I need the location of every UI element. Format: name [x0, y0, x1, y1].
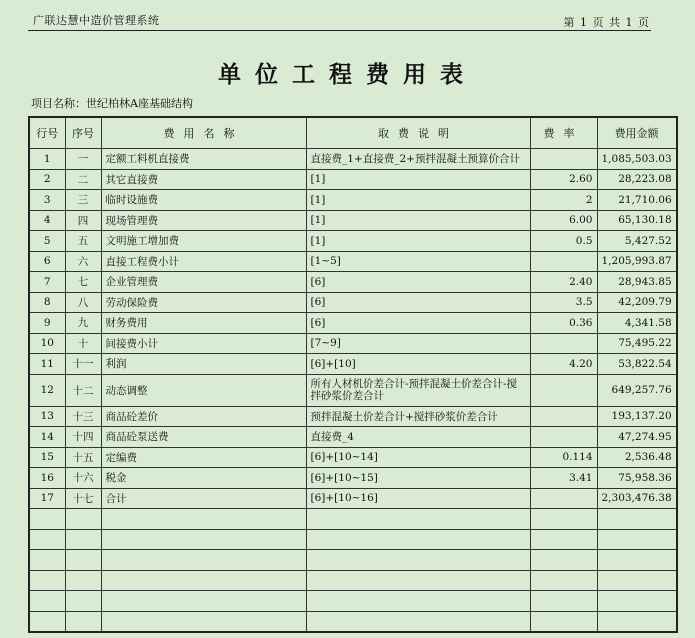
cell-seq: 十一: [65, 354, 101, 375]
cell-fee-name: 企业管理费: [101, 272, 306, 293]
cell-amount: 2,536.48: [597, 447, 677, 468]
empty-cell: [65, 611, 101, 632]
empty-cell: [29, 570, 65, 591]
cell-amount: 28,223.08: [597, 169, 677, 190]
empty-cell: [597, 509, 677, 530]
col-header-fee-desc: 取费说明: [306, 117, 530, 149]
table-header-row: [29, 117, 677, 149]
empty-cell: [29, 611, 65, 632]
empty-cell: [597, 529, 677, 550]
cell-fee-desc: [6]: [306, 292, 530, 313]
cell-fee-name: 临时设施费: [101, 190, 306, 211]
cell-amount: 5,427.52: [597, 231, 677, 252]
empty-cell: [65, 591, 101, 612]
table-body: [29, 149, 677, 633]
cell-amount: 4,341.58: [597, 313, 677, 334]
table-row: [29, 468, 677, 489]
empty-row: [29, 509, 677, 530]
cell-row-no: 12: [29, 374, 65, 406]
table-row: [29, 190, 677, 211]
col-header-rate: 费率: [530, 117, 597, 149]
cell-amount: 53,822.54: [597, 354, 677, 375]
cell-rate: 0.36: [530, 313, 597, 334]
empty-cell: [101, 570, 306, 591]
cell-amount: 193,137.20: [597, 406, 677, 427]
cell-row-no: 2: [29, 169, 65, 190]
header-divider: [28, 30, 651, 31]
cell-row-no: 11: [29, 354, 65, 375]
cell-amount: 1,205,993.87: [597, 251, 677, 272]
cell-fee-desc: 预拌混凝土价差合计+搅拌砂浆价差合计: [306, 406, 530, 427]
empty-cell: [101, 509, 306, 530]
empty-cell: [597, 570, 677, 591]
cell-fee-desc: [6]+[10~14]: [306, 447, 530, 468]
project-name: 项目名称：世纪柏林A座基础结构: [31, 97, 193, 110]
cell-row-no: 14: [29, 427, 65, 448]
cell-seq: 十五: [65, 447, 101, 468]
cell-seq: 十七: [65, 488, 101, 509]
empty-cell: [306, 591, 530, 612]
table-row: [29, 313, 677, 334]
empty-cell: [530, 509, 597, 530]
empty-cell: [530, 570, 597, 591]
cell-rate: 0.5: [530, 231, 597, 252]
empty-cell: [306, 611, 530, 632]
cell-row-no: 13: [29, 406, 65, 427]
cell-amount: 47,274.95: [597, 427, 677, 448]
cell-seq: 十二: [65, 374, 101, 406]
empty-cell: [29, 591, 65, 612]
empty-row: [29, 611, 677, 632]
empty-cell: [597, 611, 677, 632]
empty-cell: [530, 591, 597, 612]
empty-cell: [101, 591, 306, 612]
cell-fee-desc: [1]: [306, 190, 530, 211]
cell-seq: 九: [65, 313, 101, 334]
cell-seq: 七: [65, 272, 101, 293]
empty-cell: [101, 550, 306, 571]
cell-seq: 六: [65, 251, 101, 272]
cell-rate: [530, 374, 597, 406]
table-row: [29, 488, 677, 509]
cell-rate: 2.40: [530, 272, 597, 293]
empty-cell: [101, 529, 306, 550]
page-info: 第 1 页 共 1 页: [563, 16, 650, 29]
empty-cell: [597, 550, 677, 571]
table-row: [29, 447, 677, 468]
cell-row-no: 5: [29, 231, 65, 252]
cell-fee-desc: 直接费_1+直接费_2+预拌混凝土预算价合计: [306, 149, 530, 170]
table-row: [29, 333, 677, 354]
empty-cell: [530, 529, 597, 550]
cell-seq: 十: [65, 333, 101, 354]
cell-seq: 一: [65, 149, 101, 170]
cell-fee-desc: [6]+[10~16]: [306, 488, 530, 509]
cell-fee-desc: [7~9]: [306, 333, 530, 354]
cell-fee-name: 定编费: [101, 447, 306, 468]
cell-amount: 65,130.18: [597, 210, 677, 231]
empty-row: [29, 550, 677, 571]
empty-cell: [306, 509, 530, 530]
col-header-row-no: 行号: [29, 117, 65, 149]
empty-cell: [597, 591, 677, 612]
cell-row-no: 7: [29, 272, 65, 293]
empty-cell: [530, 550, 597, 571]
cell-rate: 2.60: [530, 169, 597, 190]
cell-rate: 3.41: [530, 468, 597, 489]
cell-fee-name: 直接工程费小计: [101, 251, 306, 272]
cell-fee-name: 税金: [101, 468, 306, 489]
table-row: [29, 210, 677, 231]
empty-cell: [306, 570, 530, 591]
cell-amount: 75,495.22: [597, 333, 677, 354]
table-row: [29, 354, 677, 375]
cell-rate: 0.114: [530, 447, 597, 468]
cell-fee-name: 现场管理费: [101, 210, 306, 231]
cell-fee-desc: [1]: [306, 231, 530, 252]
cell-rate: 6.00: [530, 210, 597, 231]
cell-rate: [530, 488, 597, 509]
empty-row: [29, 591, 677, 612]
cell-fee-desc: [1]: [306, 210, 530, 231]
table-row: [29, 251, 677, 272]
cell-row-no: 10: [29, 333, 65, 354]
cell-seq: 十三: [65, 406, 101, 427]
cell-fee-desc: [6]+[10~15]: [306, 468, 530, 489]
empty-cell: [65, 570, 101, 591]
empty-cell: [65, 550, 101, 571]
cell-seq: 八: [65, 292, 101, 313]
col-header-seq: 序号: [65, 117, 101, 149]
empty-cell: [65, 529, 101, 550]
cell-row-no: 15: [29, 447, 65, 468]
cell-fee-name: 文明施工增加费: [101, 231, 306, 252]
cell-rate: [530, 333, 597, 354]
cell-row-no: 4: [29, 210, 65, 231]
empty-cell: [530, 611, 597, 632]
empty-cell: [29, 509, 65, 530]
empty-cell: [65, 509, 101, 530]
page-title: 单位工程费用表: [218, 61, 477, 88]
cell-fee-name: 合计: [101, 488, 306, 509]
table-row: [29, 149, 677, 170]
cell-row-no: 16: [29, 468, 65, 489]
cell-seq: 三: [65, 190, 101, 211]
cell-fee-desc: [1~5]: [306, 251, 530, 272]
col-header-amount: 费用金额: [597, 117, 677, 149]
cell-seq: 十六: [65, 468, 101, 489]
table-row: [29, 292, 677, 313]
empty-cell: [306, 550, 530, 571]
cell-fee-name: 动态调整: [101, 374, 306, 406]
cell-fee-desc: 所有人材机价差合计-预拌混凝土价差合计-搅拌砂浆价差合计: [306, 374, 530, 406]
cell-fee-desc: [1]: [306, 169, 530, 190]
table-row: [29, 406, 677, 427]
cell-rate: [530, 406, 597, 427]
cell-amount: 2,303,476.38: [597, 488, 677, 509]
cell-fee-name: 商品砼泵送费: [101, 427, 306, 448]
table-row: [29, 272, 677, 293]
cell-fee-name: 劳动保险费: [101, 292, 306, 313]
cell-row-no: 6: [29, 251, 65, 272]
empty-cell: [306, 529, 530, 550]
cell-amount: 28,943.85: [597, 272, 677, 293]
cell-row-no: 1: [29, 149, 65, 170]
cell-amount: 1,085,503.03: [597, 149, 677, 170]
cell-amount: 21,710.06: [597, 190, 677, 211]
system-name: 广联达慧中造价管理系统: [33, 14, 160, 27]
empty-row: [29, 529, 677, 550]
cell-fee-name: 定额工料机直接费: [101, 149, 306, 170]
cell-row-no: 9: [29, 313, 65, 334]
table-row: [29, 169, 677, 190]
cell-rate: [530, 251, 597, 272]
cell-seq: 四: [65, 210, 101, 231]
cell-rate: 4.20: [530, 354, 597, 375]
cell-seq: 二: [65, 169, 101, 190]
table-row: [29, 374, 677, 406]
empty-cell: [29, 550, 65, 571]
cell-fee-desc: [6]: [306, 313, 530, 334]
cell-fee-desc: [6]: [306, 272, 530, 293]
cell-row-no: 8: [29, 292, 65, 313]
cell-fee-name: 利润: [101, 354, 306, 375]
cell-fee-name: 其它直接费: [101, 169, 306, 190]
cell-fee-name: 财务费用: [101, 313, 306, 334]
cell-rate: [530, 149, 597, 170]
cell-row-no: 3: [29, 190, 65, 211]
empty-cell: [101, 611, 306, 632]
table-row: [29, 427, 677, 448]
cell-rate: 3.5: [530, 292, 597, 313]
cell-fee-desc: [6]+[10]: [306, 354, 530, 375]
col-header-fee-name: 费用名称: [101, 117, 306, 149]
empty-cell: [29, 529, 65, 550]
cell-fee-name: 商品砼差价: [101, 406, 306, 427]
fee-table: [28, 116, 678, 633]
cell-fee-desc: 直接费_4: [306, 427, 530, 448]
table-row: [29, 231, 677, 252]
cell-rate: [530, 427, 597, 448]
cell-seq: 十四: [65, 427, 101, 448]
cell-seq: 五: [65, 231, 101, 252]
empty-row: [29, 570, 677, 591]
cell-fee-name: 间接费小计: [101, 333, 306, 354]
cell-row-no: 17: [29, 488, 65, 509]
cell-amount: 75,958.36: [597, 468, 677, 489]
cell-amount: 649,257.76: [597, 374, 677, 406]
cell-rate: 2: [530, 190, 597, 211]
cell-amount: 42,209.79: [597, 292, 677, 313]
